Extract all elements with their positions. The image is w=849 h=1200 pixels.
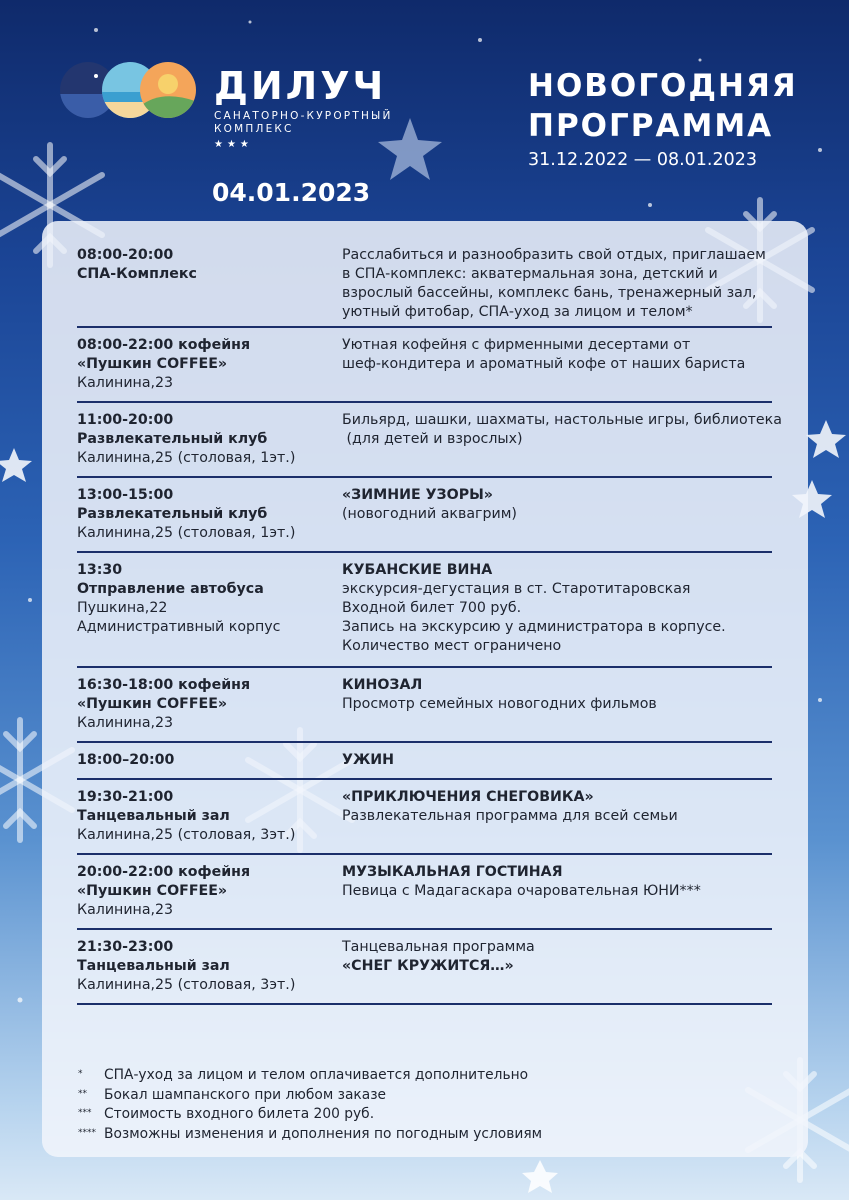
row-left-line: 16:30-18:00 кофейня [77, 677, 251, 693]
row-left-line: Танцевальный зал [77, 808, 230, 824]
row-left-line: Развлекательный клуб [77, 431, 268, 447]
table-row [77, 478, 772, 553]
row-description [342, 561, 772, 656]
footnote [78, 1125, 542, 1145]
row-right-line: «ЗИМНИЕ УЗОРЫ» [342, 487, 493, 503]
row-description [342, 788, 772, 826]
row-description [342, 938, 772, 976]
row-left-line: Калинина,23 [77, 375, 174, 391]
row-right-line: экскурсия-дегустация в ст. Старотитаровская [342, 581, 691, 597]
row-description [342, 676, 772, 714]
row-left-line: 19:30-21:00 [77, 789, 174, 805]
row-right-line: МУЗЫКАЛЬНАЯ ГОСТИНАЯ [342, 864, 563, 880]
row-right-line: Развлекательная программа для всей семьи [342, 808, 678, 824]
footnote [78, 1066, 542, 1086]
row-left-line: Административный корпус [77, 619, 281, 635]
row-time-place [77, 246, 342, 303]
row-right-line: КУБАНСКИЕ ВИНА [342, 562, 493, 578]
row-left-line: СПА-Комплекс [77, 266, 197, 282]
row-left-line: Танцевальный зал [77, 958, 230, 974]
brand-stars: ★★★ [214, 139, 253, 150]
row-description [342, 863, 772, 901]
row-right-line: Запись на экскурсию у администратора в корпусе. [342, 619, 726, 635]
row-description [342, 411, 782, 449]
program-title-line2: ПРОГРАММА [528, 108, 774, 144]
row-right-line: (для детей и взрослых) [342, 431, 523, 447]
program-title-line1: НОВОГОДНЯЯ [528, 68, 798, 104]
row-left-line: «Пушкин COFFEE» [77, 883, 228, 899]
brand-subtitle-line1: САНАТОРНО-КУРОРТНЫЙ [214, 110, 393, 122]
row-right-line: шеф-кондитера и ароматный кофе от наших бариста [342, 356, 746, 372]
row-time-place [77, 751, 342, 770]
row-right-line: уютный фитобар, СПА-уход за лицом и телом* [342, 304, 693, 320]
dilutch-logo [60, 58, 200, 122]
row-description [342, 751, 772, 770]
row-right-line: УЖИН [342, 752, 395, 768]
table-row [77, 930, 772, 1005]
row-left-line: Калинина,25 (столовая, 1эт.) [77, 525, 296, 541]
row-right-line: взрослый бассейны, комплекс бань, тренажерный зал, [342, 285, 757, 301]
row-left-line: 11:00-20:00 [77, 412, 174, 428]
brand-block [214, 66, 393, 150]
star-icon [0, 448, 32, 482]
row-right-line: Просмотр семейных новогодних фильмов [342, 696, 657, 712]
row-left-line: Пушкина,22 [77, 600, 168, 616]
row-right-line: Бильярд, шашки, шахматы, настольные игры, библиотека [342, 412, 782, 428]
row-time-place [77, 676, 342, 733]
table-row [77, 553, 772, 668]
table-row [77, 855, 772, 930]
row-time-place [77, 938, 342, 995]
row-right-line: Певица с Мадагаскара очаровательная ЮНИ*** [342, 883, 701, 899]
row-right-line: (новогодний аквагрим) [342, 506, 517, 522]
day-date: 04.01.2023 [212, 178, 371, 207]
row-right-line: Танцевальная программа [342, 939, 535, 955]
row-left-line [77, 284, 342, 303]
row-time-place [77, 486, 342, 543]
schedule-table [77, 238, 782, 1005]
footnote [78, 1105, 542, 1125]
row-time-place [77, 863, 342, 920]
row-left-line: «Пушкин COFFEE» [77, 696, 228, 712]
footnote-mark: **** [78, 1127, 96, 1138]
row-left-line: 08:00-20:00 [77, 247, 174, 263]
footnote-text: Возможны изменения и дополнения по погодным условиям [104, 1125, 543, 1142]
row-left-line: «Пушкин COFFEE» [77, 356, 228, 372]
table-row [77, 668, 772, 743]
row-left-line: Калинина,25 (столовая, 3эт.) [77, 977, 296, 993]
row-description [342, 486, 772, 524]
row-right-line: КИНОЗАЛ [342, 677, 423, 693]
row-right-line: «ПРИКЛЮЧЕНИЯ СНЕГОВИКА» [342, 789, 594, 805]
table-row [77, 403, 782, 478]
row-left-line: 13:30 [77, 562, 123, 578]
brand-name: ДИЛУЧ [214, 64, 387, 108]
row-description [342, 246, 772, 322]
row-description [342, 336, 772, 374]
footnote-mark: *** [78, 1108, 92, 1118]
star-icon [522, 1160, 558, 1193]
row-right-line: Количество мест ограничено [342, 638, 562, 654]
table-row [77, 780, 772, 855]
brand-subtitle-line2: КОМПЛЕКС [214, 123, 294, 135]
program-dates: 31.12.2022 — 08.01.2023 [528, 150, 758, 170]
footnote-mark: ** [78, 1088, 87, 1099]
row-time-place [77, 561, 342, 637]
row-left-line: Калинина,25 (столовая, 3эт.) [77, 827, 296, 843]
footnote-text: Бокал шампанского при любом заказе [104, 1086, 387, 1103]
row-left-line: 18:00–20:00 [77, 752, 175, 768]
footnote-mark: * [78, 1069, 83, 1079]
row-right-line: Уютная кофейня с фирменными десертами от [342, 337, 691, 353]
row-left-line: 21:30-23:00 [77, 939, 174, 955]
row-time-place [77, 411, 342, 468]
table-row [77, 238, 772, 328]
program-title [528, 66, 798, 146]
row-left-line: Калинина,23 [77, 902, 174, 918]
table-row [77, 743, 772, 780]
row-right-line: Расслабиться и разнообразить свой отдых, приглашаем [342, 247, 766, 263]
row-left-line: Калинина,25 (столовая, 1эт.) [77, 450, 296, 466]
row-left-line: 08:00-22:00 кофейня [77, 337, 251, 353]
row-left-line: 20:00-22:00 кофейня [77, 864, 251, 880]
row-left-line: 13:00-15:00 [77, 487, 174, 503]
row-right-line: в СПА-комплекс: акватермальная зона, детский и [342, 266, 718, 282]
row-right-line: Входной билет 700 руб. [342, 600, 522, 616]
row-left-line: Отправление автобуса [77, 581, 264, 597]
row-left-line: Калинина,23 [77, 715, 174, 731]
footnote-text: Стоимость входного билета 200 руб. [104, 1106, 375, 1122]
table-row [77, 328, 772, 403]
footnote-text: СПА-уход за лицом и телом оплачивается дополнительно [104, 1067, 529, 1083]
row-time-place [77, 788, 342, 845]
row-left-line: Развлекательный клуб [77, 506, 268, 522]
footnote [78, 1086, 542, 1106]
footnotes [78, 1066, 542, 1144]
row-time-place [77, 336, 342, 393]
row-right-line: «СНЕГ КРУЖИТСЯ…» [342, 958, 514, 974]
star-icon [806, 420, 846, 458]
